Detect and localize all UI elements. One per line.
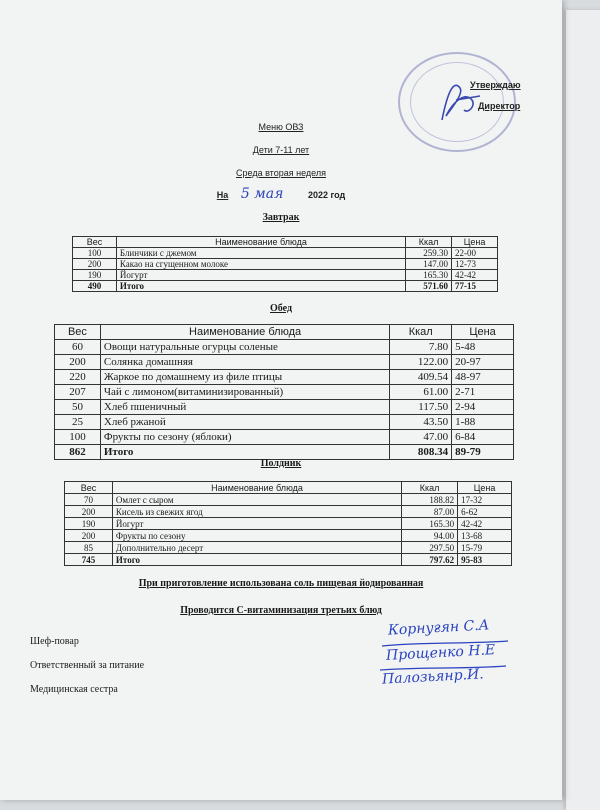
table-row	[55, 355, 514, 370]
header-row	[55, 325, 514, 340]
table-row	[73, 259, 498, 270]
approve-label: Утверждаю	[470, 80, 521, 90]
dish-cell: Овощи натуральные огурцы соленые	[100, 340, 389, 355]
price-cell: 6-62	[458, 506, 512, 518]
date-handwritten: 5 мая	[240, 186, 284, 202]
table-row	[55, 415, 514, 430]
lunch-title: Обед	[269, 303, 292, 314]
weight-cell: 190	[65, 518, 113, 530]
table-row	[73, 248, 498, 259]
nutrition-role: Ответственный за питание	[30, 660, 145, 671]
price-cell: 95-83	[458, 554, 512, 566]
nurse-role: Медицинская сестра	[30, 684, 118, 695]
kcal-cell: 409.54	[390, 370, 452, 385]
header-row	[65, 482, 512, 494]
weight-cell: 862	[55, 445, 101, 460]
kcal-cell: 165.30	[402, 518, 458, 530]
kcal-cell: 147.00	[406, 259, 452, 270]
dish-cell: Омлет с сыром	[112, 494, 401, 506]
kcal-cell: 571.60	[406, 281, 452, 292]
price-cell: 2-71	[452, 385, 514, 400]
snack-table	[64, 481, 512, 566]
children-age: Дети 7-11 лет	[252, 145, 310, 155]
kcal-cell: 122.00	[390, 355, 452, 370]
weight-cell: 200	[73, 259, 117, 270]
dish-cell: Итого	[116, 281, 405, 292]
dish-cell: Хлеб ржаной	[100, 415, 389, 430]
kcal-cell: 297.50	[402, 542, 458, 554]
week-day: Среда вторая неделя	[236, 168, 326, 178]
price-cell: 42-42	[452, 270, 498, 281]
table-row	[55, 370, 514, 385]
weight-cell: 70	[65, 494, 113, 506]
dish-cell: Жаркое по домашнему из филе птицы	[100, 370, 389, 385]
price-cell: 89-79	[452, 445, 514, 460]
price-cell: 1-88	[452, 415, 514, 430]
table-row	[55, 400, 514, 415]
kcal-cell: 43.50	[390, 415, 452, 430]
dish-cell: Наименование блюда	[112, 482, 401, 494]
weight-cell: 100	[55, 430, 101, 445]
lunch-table	[54, 324, 514, 460]
price-cell: 13-68	[458, 530, 512, 542]
kcal-cell: 94.00	[402, 530, 458, 542]
nurse-signature: Палозьянр.И.	[381, 666, 485, 688]
kcal-cell: 808.34	[390, 445, 452, 460]
date-line	[0, 186, 562, 202]
dish-cell: Дополнительно десерт	[112, 542, 401, 554]
price-cell: 2-94	[452, 400, 514, 415]
weight-cell: 220	[55, 370, 101, 385]
price-cell: 42-42	[458, 518, 512, 530]
price-cell: 77-15	[452, 281, 498, 292]
kcal-cell: Ккал	[402, 482, 458, 494]
signature-underline	[380, 640, 510, 648]
weight-cell: 50	[55, 400, 101, 415]
total-row	[73, 281, 498, 292]
kcal-cell: 61.00	[390, 385, 452, 400]
dish-cell: Кисель из свежих ягод	[112, 506, 401, 518]
weight-cell: 200	[65, 506, 113, 518]
table-row	[65, 518, 512, 530]
weight-cell: 745	[65, 554, 113, 566]
kcal-cell: 87.00	[402, 506, 458, 518]
price-cell: 20-97	[452, 355, 514, 370]
weight-cell: 100	[73, 248, 117, 259]
kcal-cell: 165.30	[406, 270, 452, 281]
dish-cell: Солянка домашняя	[100, 355, 389, 370]
kcal-cell: 259.30	[406, 248, 452, 259]
dish-cell: Итого	[112, 554, 401, 566]
price-cell: 5-48	[452, 340, 514, 355]
menu-title: Меню ОВЗ	[258, 122, 304, 132]
nutrition-signature: Прощенко Н.Е	[385, 642, 496, 664]
price-cell: 22-00	[452, 248, 498, 259]
table-row	[65, 506, 512, 518]
header-row	[73, 237, 498, 248]
dish-cell: Хлеб пшеничный	[100, 400, 389, 415]
weight-cell: 200	[55, 355, 101, 370]
dish-cell: Наименование блюда	[116, 237, 405, 248]
date-prefix: На	[216, 190, 229, 200]
dish-cell: Какао на сгущенном молоке	[116, 259, 405, 270]
kcal-cell: Ккал	[390, 325, 452, 340]
table-row	[55, 385, 514, 400]
director-label: Директор	[478, 101, 521, 111]
table-row	[65, 530, 512, 542]
weight-cell: 85	[65, 542, 113, 554]
price-cell: 15-79	[458, 542, 512, 554]
date-suffix: 2022 год	[307, 190, 346, 200]
price-cell: Цена	[452, 237, 498, 248]
dish-cell: Фрукты по сезону	[112, 530, 401, 542]
weight-cell: Вес	[65, 482, 113, 494]
price-cell: 6-84	[452, 430, 514, 445]
kcal-cell: 47.00	[390, 430, 452, 445]
price-cell: 17-32	[458, 494, 512, 506]
price-cell: 48-97	[452, 370, 514, 385]
table-row	[73, 270, 498, 281]
chef-signature: Корнуғян С.А	[387, 617, 490, 639]
table-row	[55, 430, 514, 445]
breakfast-table	[72, 236, 498, 292]
price-cell: Цена	[458, 482, 512, 494]
weight-cell: 190	[73, 270, 117, 281]
table-row	[65, 542, 512, 554]
dish-cell: Фрукты по сезону (яблоки)	[100, 430, 389, 445]
weight-cell: 25	[55, 415, 101, 430]
weight-cell: 60	[55, 340, 101, 355]
weight-cell: 200	[65, 530, 113, 542]
dish-cell: Чай с лимоном(витаминизированный)	[100, 385, 389, 400]
chef-role: Шеф-повар	[30, 636, 79, 647]
total-row	[65, 554, 512, 566]
dish-cell: Йогурт	[112, 518, 401, 530]
dish-cell: Итого	[100, 445, 389, 460]
weight-cell: 490	[73, 281, 117, 292]
dish-cell: Наименование блюда	[100, 325, 389, 340]
kcal-cell: 797.62	[402, 554, 458, 566]
weight-cell: Вес	[55, 325, 101, 340]
price-cell: Цена	[452, 325, 514, 340]
dish-cell: Блинчики с джемом	[116, 248, 405, 259]
price-cell: 12-73	[452, 259, 498, 270]
background-sheet	[566, 10, 600, 810]
salt-note: При приготовление использована соль пищевая йодированная	[138, 578, 424, 589]
signature-underline-2	[378, 664, 508, 672]
dish-cell: Йогурт	[116, 270, 405, 281]
vitamin-note: Проводится С-витаминизация третьих блюд	[180, 605, 382, 616]
table-row	[55, 340, 514, 355]
snack-title: Полдник	[260, 458, 302, 469]
kcal-cell: Ккал	[406, 237, 452, 248]
table-row	[65, 494, 512, 506]
weight-cell: 207	[55, 385, 101, 400]
kcal-cell: 188.82	[402, 494, 458, 506]
kcal-cell: 7.80	[390, 340, 452, 355]
kcal-cell: 117.50	[390, 400, 452, 415]
weight-cell: Вес	[73, 237, 117, 248]
breakfast-title: Завтрак	[262, 212, 300, 223]
director-signature-icon	[420, 70, 500, 130]
